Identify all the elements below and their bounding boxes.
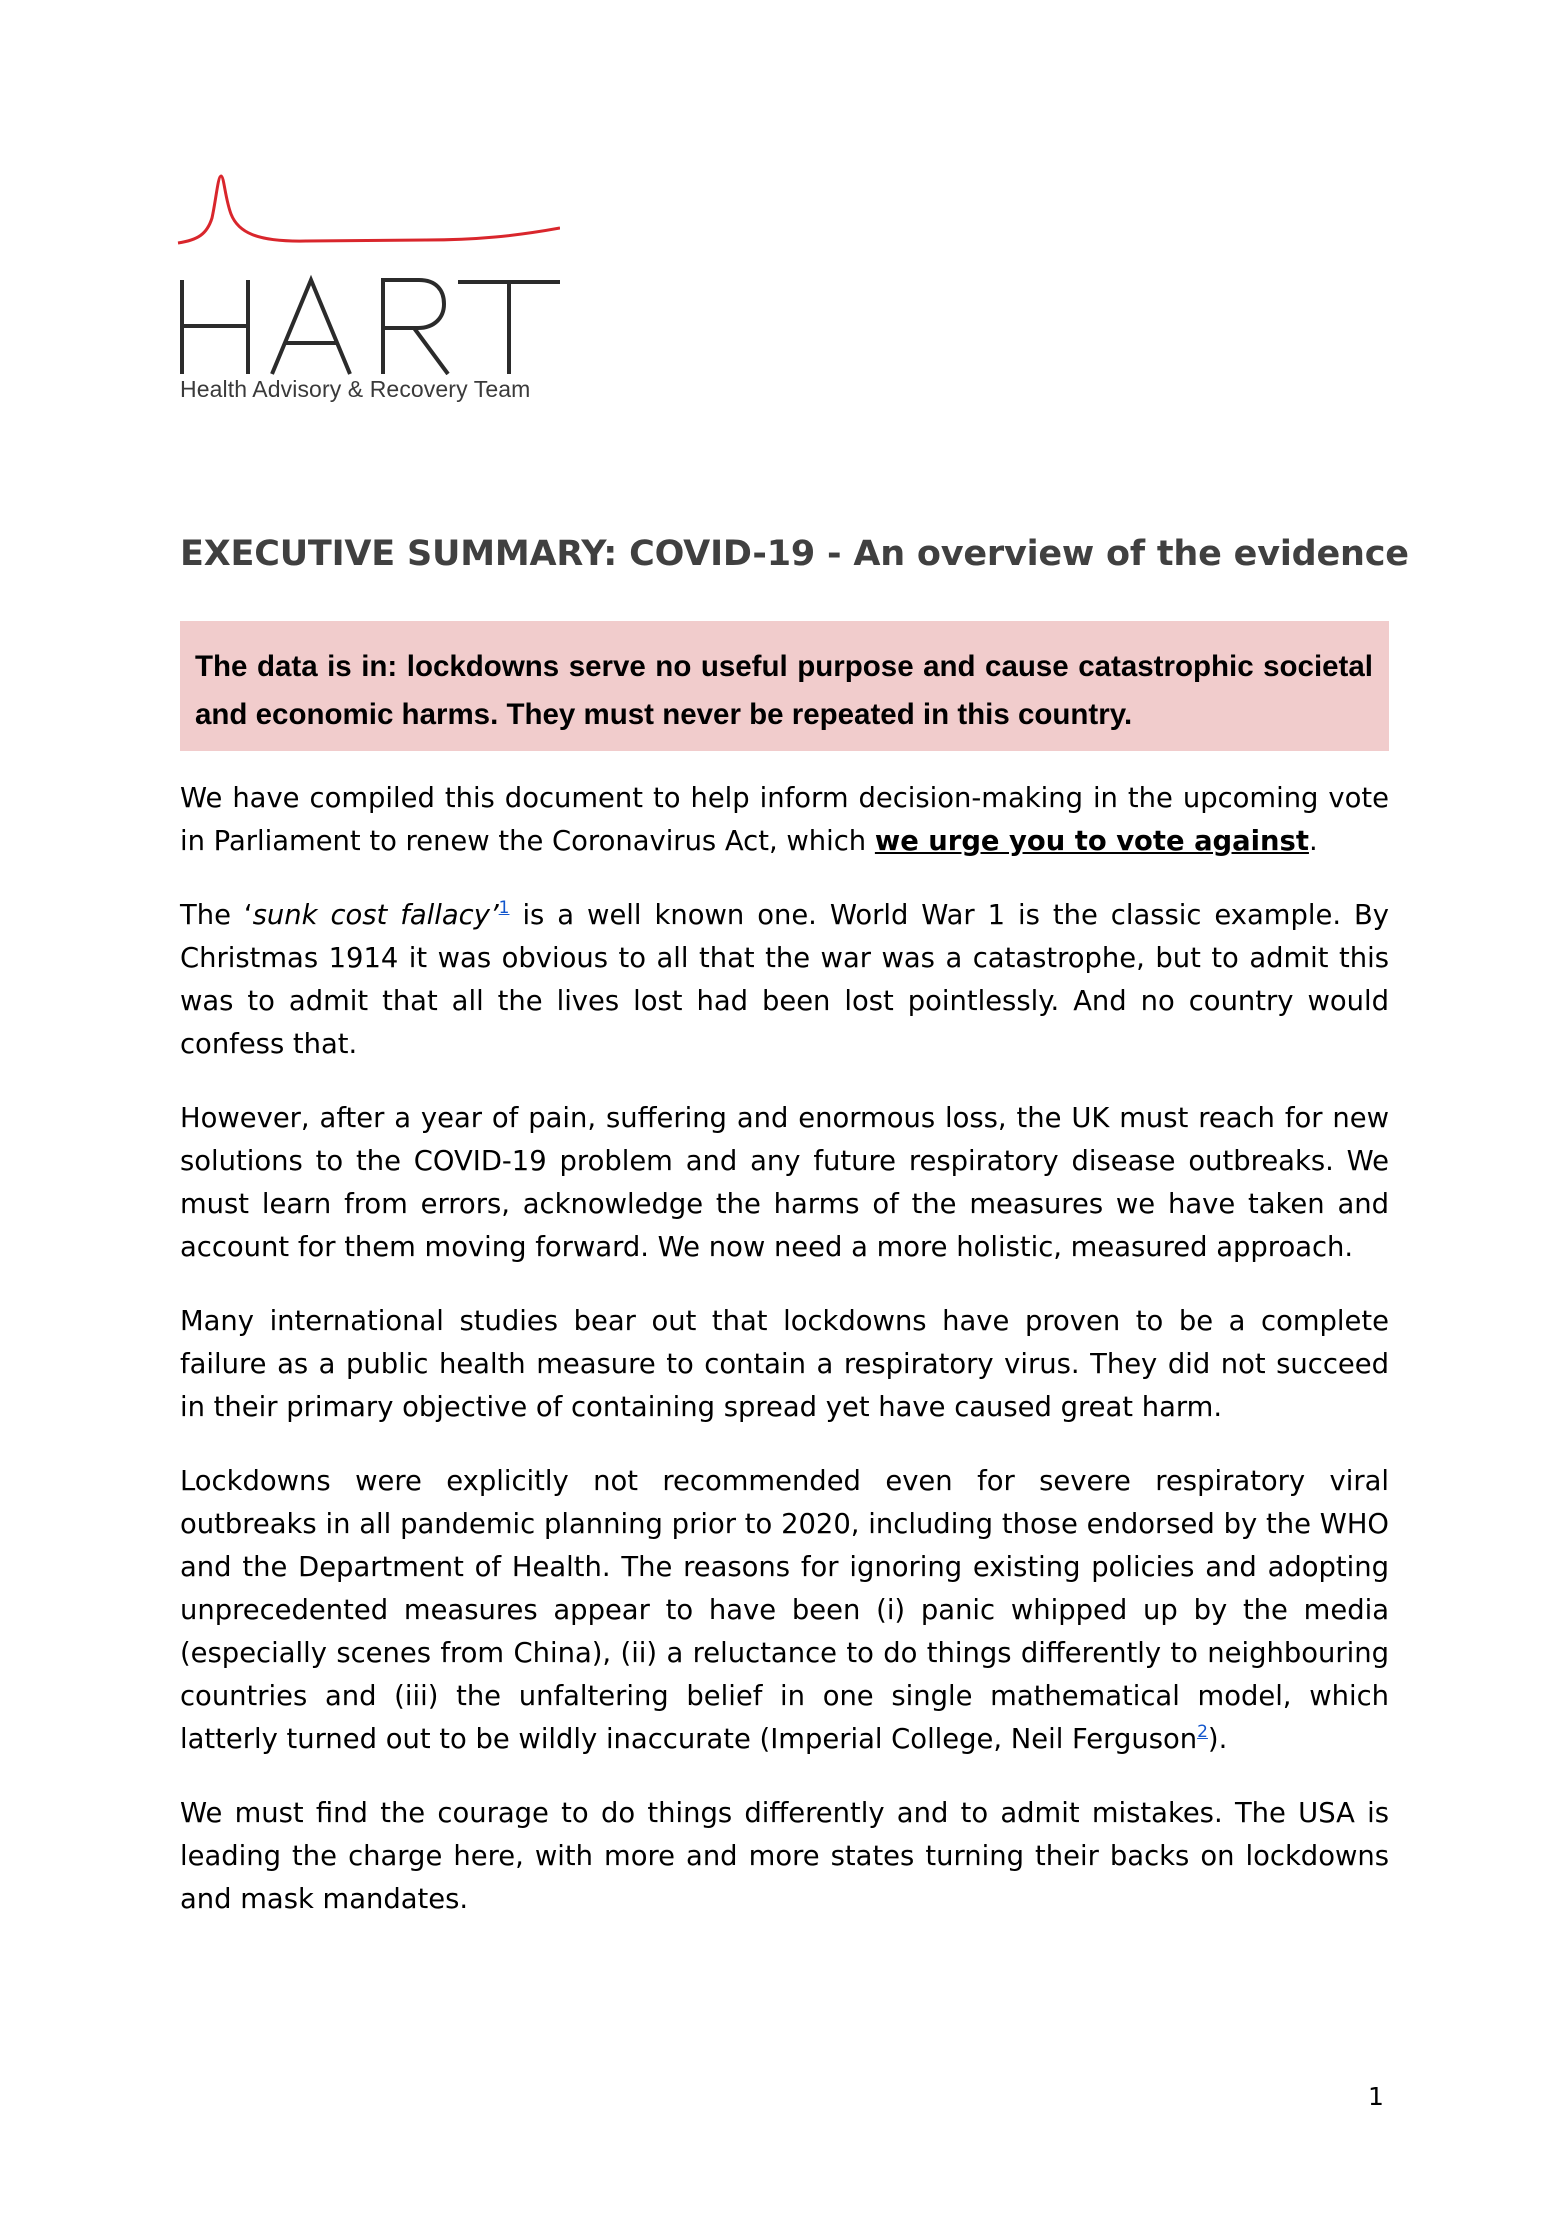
paragraph-pandemic-planning — [180, 1460, 1389, 1761]
footnote-1-link[interactable]: 1 — [498, 898, 510, 918]
paragraph-vote-text: We have compiled this document to help inform decision-making in the upcoming vote in Parliament to renew the Coronavirus Act, which — [180, 783, 1389, 857]
paragraph-vote — [180, 777, 1389, 863]
document-body — [180, 777, 1389, 1952]
footnote-2-link[interactable]: 2 — [1197, 1722, 1208, 1742]
hart-logo — [176, 170, 560, 416]
sunk-cost-text: is a well known one. World War 1 is the classic example. By Christmas 1914 it was obvious to all that the war was a catastrophe, but to admit this was to admit that all the lives lost had been lost pointlessly. And no country would confess that. — [180, 900, 1389, 1060]
logo-wordmark — [182, 280, 560, 374]
paragraph-sunk-cost — [180, 894, 1389, 1066]
page-number: 1 — [1368, 2082, 1384, 2111]
callout-text: The data is in: lockdowns serve no useful purpose and cause catastrophic societal and economic harms. They must never be repeated in this country. — [195, 650, 1373, 731]
hart-logo-graphic — [176, 170, 560, 375]
vote-against-emphasis: we urge you to vote against — [874, 826, 1309, 857]
pandemic-planning-text: Lockdowns were explicitly not recommended even for severe respiratory viral outbreaks in all pandemic planning prior to 2020, including those endorsed by the WHO and the Department of Health. The reasons for ignoring existing policies and adopting unprecedented measures appear to have been (i) panic whipped up by the media (especially scenes from China), (ii) a reluctance to do things differently to neighbouring countries and (iii) the unfaltering belief in one single mathematical model, which latterly turned out to be wildly inaccurate (Imperial College, Neil Ferguson — [180, 1466, 1389, 1755]
paragraph-courage: We must find the courage to do things differently and to admit mistakes. The USA is leading the charge here, with more and more states turning their backs on lockdowns and mask mandates. — [180, 1798, 1389, 1915]
paragraph-studies: Many international studies bear out that lockdowns have proven to be a complete failure as a public health measure to contain a respiratory virus. They did not succeed in their primary objective of containing spread yet have caused great harm. — [180, 1306, 1389, 1423]
page-title: EXECUTIVE SUMMARY: COVID-19 - An overview of the evidence — [180, 534, 1409, 574]
sunk-cost-intro: The ‘ — [180, 900, 253, 931]
key-message-callout — [180, 621, 1389, 751]
pandemic-planning-end: ). — [1207, 1724, 1228, 1755]
logo-subtitle: Health Advisory & Recovery Team — [180, 376, 531, 402]
paragraph-new-solutions: However, after a year of pain, suffering and enormous loss, the UK must reach for new solutions to the COVID-19 problem and any future respiratory disease outbreaks. We must learn from errors, acknowledge the harms of the measures we have taken and account for them moving forward. We now need a more holistic, measured approach. — [180, 1103, 1389, 1263]
logo-curve — [178, 176, 560, 243]
paragraph-vote-end: . — [1308, 826, 1318, 857]
sunk-cost-italic: sunk cost fallacy’ — [252, 900, 499, 931]
